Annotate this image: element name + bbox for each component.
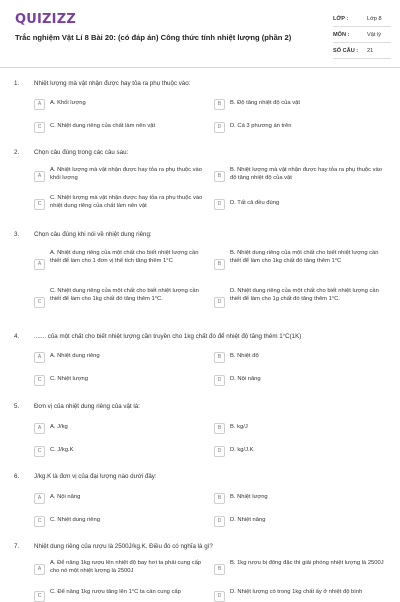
question-number: 3.	[14, 231, 20, 238]
option-letter-box: A	[34, 99, 45, 110]
option-text: C. Nhiệt dung riêng của một chất cho biết nhiệt lượng cần thiết để làm cho 1kg chất đó tăng thêm 1°C.	[50, 288, 199, 302]
meta-subject-key: MÔN :	[333, 32, 350, 38]
question-text: Đơn vị của nhiệt dung riêng của vật là:	[34, 403, 140, 410]
option-letter-box: A	[34, 423, 45, 434]
option-text: A. Để nâng 1kg rượu lên nhiệt độ bay hơi ta phải cung cấp cho nó một nhiệt lượng là 2500J	[50, 560, 202, 574]
question-text: Chọn câu đúng trong các câu sau:	[34, 149, 129, 156]
option-text: B. kg/J	[230, 424, 248, 430]
option-letter-box: B	[214, 259, 225, 270]
option-text: A. Nhiệt dung riêng	[50, 353, 100, 359]
option-letter-box: A	[34, 493, 45, 504]
option-text: B. Nhiệt dung riêng của một chất cho biết nhiệt lượng cần thiết để làm cho 1kg chất đó tăng thêm 1°C	[230, 250, 379, 264]
option-text: D. Nội năng	[230, 376, 261, 382]
option-letter-box: C	[34, 199, 45, 210]
option-text: A. Nội năng	[50, 494, 81, 500]
option-letter-box: A	[34, 259, 45, 270]
option-text: B. Nhiệt độ	[230, 353, 259, 359]
question-number: 2.	[14, 149, 20, 156]
option-letter-box: A	[34, 352, 45, 363]
option-letter-box: B	[214, 171, 225, 182]
option-letter-box: C	[34, 297, 45, 308]
option-letter-box: B	[214, 493, 225, 504]
question-number: 5.	[14, 403, 20, 410]
option-text: C. Nhiệt dung riêng của chất làm nên vật	[50, 123, 156, 129]
option-text: D. Tất cả đều đúng	[230, 200, 280, 206]
option-letter-box: D	[214, 516, 225, 527]
question-text: ....... của một chất cho biết nhiệt lượng cần truyền cho 1kg chất đó để nhiệt độ tăng thêm 1°C(1K)	[34, 333, 302, 340]
worksheet-header	[0, 0, 400, 66]
option-text: B. Nhiệt lượng mà vật nhận được hay tỏa ra phụ thuộc vào độ tăng nhiệt độ của vật	[230, 167, 382, 181]
meta-grade-value: Lớp 8	[367, 16, 382, 22]
option-text: B. 1kg rượu bị đông đặc thì giải phóng nhiệt lượng là 2500J	[230, 560, 384, 566]
option-text: A. Nhiệt dung riêng của một chất cho biết nhiệt lượng cần thiết để làm cho 1 đơn vị thể tích tăng thêm 1°C	[50, 250, 199, 264]
question-number: 4.	[14, 333, 20, 340]
meta-grade-key: LỚP :	[333, 16, 349, 22]
option-text: C. Nhiệt lượng	[50, 376, 88, 382]
option-letter-box: B	[214, 564, 225, 575]
meta-divider	[333, 26, 391, 27]
option-text: C. J/kg.K	[50, 447, 74, 453]
question-number: 1.	[14, 80, 20, 87]
meta-count-key: SỐ CÂU :	[333, 48, 359, 54]
option-letter-box: D	[214, 375, 225, 386]
option-text: D. Nhiệt năng	[230, 517, 266, 523]
meta-subject-value: Vật lý	[367, 32, 381, 38]
option-letter-box: B	[214, 99, 225, 110]
meta-divider	[333, 58, 391, 59]
question-text: J/kg.K là đơn vị của đại lượng nào dưới đây:	[34, 473, 157, 480]
option-text: C. Để nâng 1kg rượu tăng lên 1°C ta cần cung cấp	[50, 589, 181, 595]
page-title: Trắc nghiệm Vật Lí 8 Bài 20: (có đáp án) Công thức tính nhiệt lượng (phần 2)	[15, 33, 292, 42]
option-text: D. Nhiệt lượng có trong 1kg chất ấy ở nhiệt độ bình	[230, 589, 363, 595]
option-letter-box: C	[34, 446, 45, 457]
quizizz-logo: QUIZIZZ	[15, 12, 76, 27]
option-letter-box: D	[214, 297, 225, 308]
option-letter-box: D	[214, 591, 225, 602]
option-letter-box: D	[214, 199, 225, 210]
option-text: B. Nhiệt lượng	[230, 494, 268, 500]
question-text: Chọn câu đúng khi nói về nhiệt dung riêng:	[34, 231, 152, 238]
option-letter-box: C	[34, 516, 45, 527]
option-letter-box: A	[34, 171, 45, 182]
option-letter-box: D	[214, 122, 225, 133]
option-letter-box: C	[34, 375, 45, 386]
option-text: D. Cả 3 phương án trên	[230, 123, 292, 129]
option-letter-box: D	[214, 446, 225, 457]
meta-count-value: 21	[367, 48, 374, 54]
question-text: Nhiệt lượng mà vật nhận được hay tỏa ra phụ thuộc vào:	[34, 80, 191, 87]
option-text: A. Khối lượng	[50, 100, 86, 106]
option-letter-box: A	[34, 564, 45, 575]
option-letter-box: C	[34, 591, 45, 602]
option-text: D. kg/J.K	[230, 447, 254, 453]
option-text: B. Độ tăng nhiệt độ của vật	[230, 100, 300, 106]
header-divider	[0, 67, 400, 68]
option-text: A. Nhiệt lượng mà vật nhận được hay tỏa ra phụ thuộc vào khối lượng	[50, 167, 202, 181]
question-text: Nhiệt dung riêng của rượu là 2500J/kg.K. Điều đó có nghĩa là gì?	[34, 543, 213, 550]
option-text: C. Nhiệt dung riêng	[50, 517, 100, 523]
option-text: A. J/kg	[50, 424, 68, 430]
option-text: D. Nhiệt dung riêng của một chất cho biết nhiệt lượng cần thiết để làm cho 1g chất đó tăng thêm 1°C.	[230, 288, 379, 302]
meta-divider	[333, 42, 391, 43]
option-letter-box: B	[214, 423, 225, 434]
question-number: 7.	[14, 543, 20, 550]
option-text: C. Nhiệt lượng mà vật nhận được hay tỏa ra phụ thuộc vào nhiệt dung riêng của chất làm nên vật	[50, 195, 203, 209]
question-number: 6.	[14, 473, 20, 480]
option-letter-box: B	[214, 352, 225, 363]
option-letter-box: C	[34, 122, 45, 133]
